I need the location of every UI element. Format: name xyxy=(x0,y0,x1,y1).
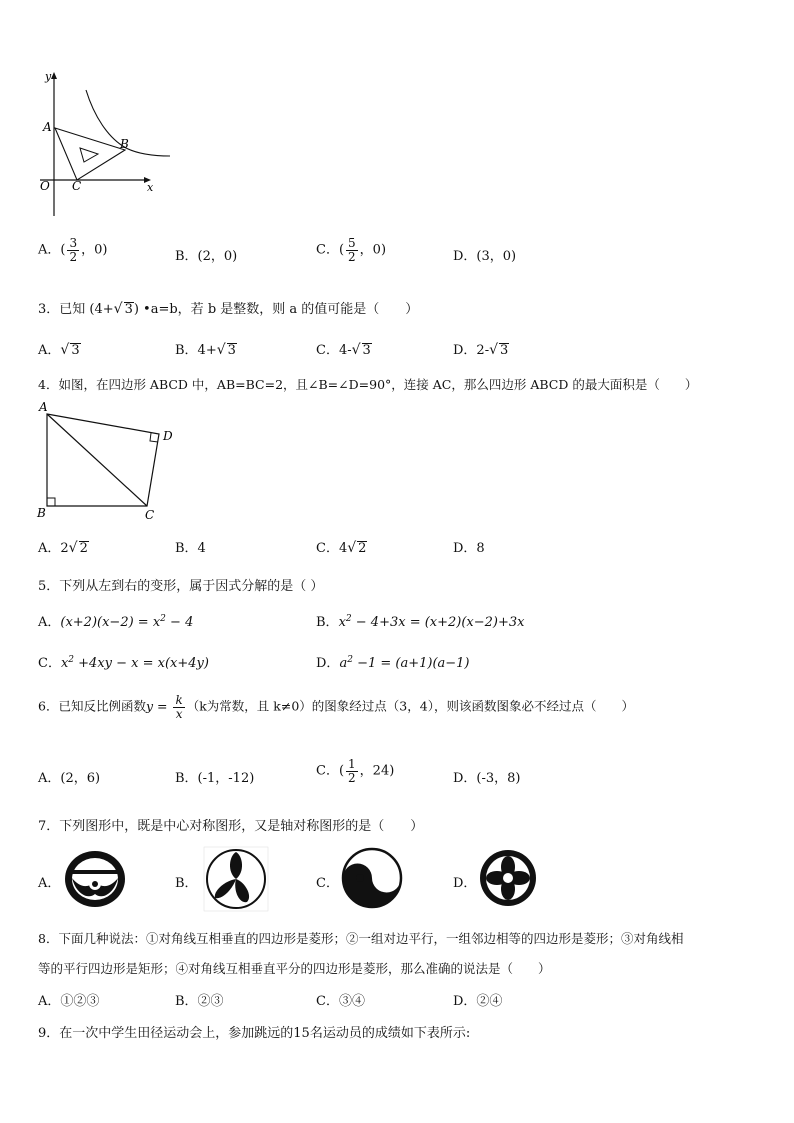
q5-option-a[interactable]: A．$(x+2)(x-2) = x^2 - 4$ xyxy=(38,614,194,630)
fraction: $\frac{k}{x}$ xyxy=(175,693,183,721)
four-petal-icon xyxy=(478,848,538,908)
q7-stem: 7．下列图形中，既是中心对称图形，又是轴对称图形的是（ ） xyxy=(38,819,424,834)
q7-option-d[interactable]: D． xyxy=(453,876,477,891)
symbol-b-icon xyxy=(203,846,269,912)
label-c: C xyxy=(145,508,155,522)
fraction: $\frac{1}{2}$ xyxy=(348,757,356,785)
label-a: A xyxy=(43,120,52,134)
q4-option-b[interactable]: B．4 xyxy=(175,541,206,556)
q8-option-b[interactable]: B．②③ xyxy=(175,994,224,1009)
coordinate-figure xyxy=(30,68,180,223)
q7-option-a[interactable]: A． xyxy=(38,876,61,891)
q5-option-b[interactable]: B．$x^2 - 4+3x = (x+2)(x-2)+3x$ xyxy=(316,614,525,630)
q3-option-b[interactable]: B．4+√ 3 xyxy=(175,342,236,358)
q2-option-b[interactable]: B．(2，0) xyxy=(175,249,238,264)
right-angle-b xyxy=(47,498,55,506)
q7-option-b[interactable]: B． xyxy=(175,876,198,891)
q3-stem: 3．已知 (4+√ 3) •a=b，若 b 是整数，则 a 的值可能是（ ） xyxy=(38,301,419,317)
q6-option-c[interactable]: C．( $\frac{1}{2}$ ，24) xyxy=(316,757,395,785)
q2-option-d[interactable]: D．(3，0) xyxy=(453,249,517,264)
q9-stem: 9．在一次中学生田径运动会上，参加跳远的15名运动员的成绩如下表所示: xyxy=(38,1026,471,1041)
quadrilateral-figure xyxy=(34,398,184,523)
q6-option-b[interactable]: B．(-1，-12) xyxy=(175,771,255,786)
q4-option-d[interactable]: D．8 xyxy=(453,541,485,556)
label-y: y xyxy=(45,70,52,83)
q4-option-a[interactable]: A．2√ 2 xyxy=(38,540,88,556)
q8-stem-line1: 8．下面几种说法：①对角线互相垂直的四边形是菱形；②一组对边平行，一组邻边相等的四边形是菱形；③对角线相 xyxy=(38,931,684,946)
q8-option-a[interactable]: A．①②③ xyxy=(38,994,100,1009)
q2-option-a[interactable]: A．( $\frac{3}{2}$ ，0) xyxy=(38,236,108,264)
right-angle-d xyxy=(150,433,158,442)
q6-option-d[interactable]: D．(-3，8) xyxy=(453,771,521,786)
triangle-abc xyxy=(55,128,125,180)
q8-stem-line2: 等的平行四边形是矩形；④对角线互相垂直平分的四边形是菱形，那么准确的说法是（ ） xyxy=(38,961,551,976)
q4-stem: 4．如图，在四边形 ABCD 中，AB=BC=2，且∠B=∠D=90°，连接 AC，那么四边形 ABCD 的最大面积是（ ） xyxy=(38,377,698,392)
q5-option-d[interactable]: D．$a^2 -1 = (a+1)(a-1)$ xyxy=(316,655,470,671)
q3-option-c[interactable]: C．4-√ 3 xyxy=(316,342,371,358)
label-x: x xyxy=(147,181,154,194)
label-b: B xyxy=(120,137,129,151)
q2-option-c[interactable]: C．( $\frac{5}{2}$ ，0) xyxy=(316,236,387,264)
fraction: $\frac{5}{2}$ xyxy=(348,236,356,264)
quadrilateral-abcd xyxy=(47,414,159,506)
inner-triangle xyxy=(80,148,98,162)
q5-option-c[interactable]: C．$x^2 +4xy - x = x(x+4y)$ xyxy=(38,655,209,671)
label-b: B xyxy=(37,506,46,520)
q6-stem: 6．已知反比例函数y = $\frac{k}{x}$ （k为常数，且 k≠0）的图象经过点（3，4），则该函数图象必不经过点（ ） xyxy=(38,693,634,721)
yin-yang-icon xyxy=(340,846,404,910)
symbol-a-icon xyxy=(62,848,128,910)
y-axis-arrow xyxy=(51,72,57,79)
q5-stem: 5．下列从左到右的变形，属于因式分解的是（ ） xyxy=(38,579,324,594)
q3-option-d[interactable]: D．2-√ 3 xyxy=(453,342,509,358)
q8-option-c[interactable]: C．③④ xyxy=(316,994,365,1009)
q4-option-c[interactable]: C．4√ 2 xyxy=(316,540,367,556)
fraction: $\frac{3}{2}$ xyxy=(69,236,78,264)
q3-option-a[interactable]: A．√ 3 xyxy=(38,342,80,358)
label-c: C xyxy=(72,179,82,193)
q8-option-d[interactable]: D．②④ xyxy=(453,994,503,1009)
label-d: D xyxy=(163,429,173,443)
label-o: O xyxy=(40,179,50,193)
q6-option-a[interactable]: A．(2，6) xyxy=(38,771,101,786)
diagonal-ac xyxy=(47,414,147,506)
label-a: A xyxy=(39,400,48,414)
q7-option-c[interactable]: C． xyxy=(316,876,339,891)
